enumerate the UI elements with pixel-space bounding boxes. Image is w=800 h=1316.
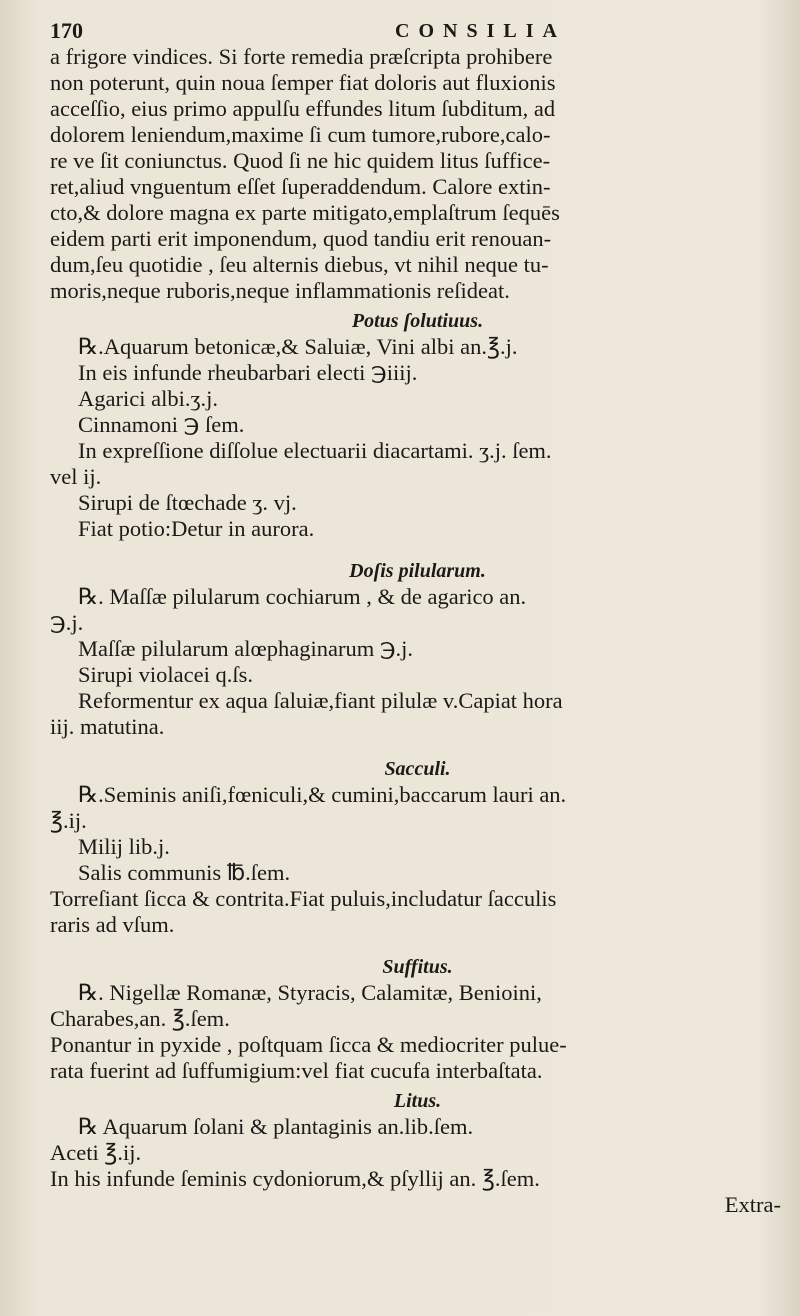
recipe-line: In eis infunde rheubarbari electi ℈iiij.	[78, 360, 418, 385]
recipe-line: Agarici albi.ʒ.j.	[78, 386, 218, 411]
section-heading: Suffitus.	[382, 956, 453, 978]
section-heading: Sacculi.	[384, 758, 451, 780]
text-line: dolorem leniendum,maxime ſi cum tumore,rubore,calo-	[50, 122, 551, 147]
recipe-line: Charabes,an. ℥.ſem.	[50, 1006, 230, 1031]
text-line: moris,neque ruboris,neque inflammationis reſideat.	[50, 278, 510, 303]
recipe-line: In his infunde ſeminis cydoniorum,& pſyllij an. ℥.ſem.	[50, 1166, 540, 1191]
recipe-line: ℥.ij.	[50, 808, 87, 833]
recipe-line: Torreſiant ſicca & contrita.Fiat puluis,includatur ſacculis	[50, 886, 557, 911]
text-line: non poterunt, quin noua ſemper fiat doloris aut fluxionis	[50, 70, 556, 95]
recipe-line: Cinnamoni ℈ ſem.	[78, 412, 245, 437]
text-line: acceſſio, eius primo appulſu effundes litum ſubditum, ad	[50, 96, 556, 121]
recipe-line: ℞ Aquarum ſolani & plantaginis an.lib.ſem.	[78, 1114, 474, 1139]
section-heading: Litus.	[393, 1090, 442, 1112]
section-litus	[50, 1084, 785, 1192]
section-heading: Doſis pilularum.	[349, 560, 486, 582]
recipe-line: raris ad vſum.	[50, 912, 175, 937]
recipe-line: Fiat potio:Detur in aurora.	[78, 516, 315, 541]
running-head: CONSILIA	[395, 20, 566, 42]
page-header	[50, 18, 780, 46]
text-line: ret,aliud vnguentum eſſet ſuperaddendum. Calore extin-	[50, 174, 551, 199]
catchword: Extra-	[724, 1192, 781, 1217]
recipe-line: iij. matutina.	[50, 714, 165, 739]
recipe-line: Sirupi de ſtœchade ʒ. vj.	[78, 490, 297, 515]
recipe-line: In expreſſione diſſolue electuarii diacartami. ʒ.j. ſem.	[78, 438, 552, 463]
recipe-line: ℞.Seminis aniſi,fœniculi,& cumini,baccarum lauri an.	[78, 782, 567, 807]
section-suffitus	[50, 950, 785, 1084]
page-body	[50, 44, 785, 1218]
recipe-line: Salis communis ℔.ſem.	[78, 860, 291, 885]
opening-paragraph	[50, 44, 785, 304]
recipe-line: Sirupi violacei q.ſs.	[78, 662, 253, 687]
section-dosis	[50, 554, 785, 740]
recipe-line: ℞. Maſſæ pilularum cochiarum , & de agarico an.	[78, 584, 527, 609]
text-line: dum,ſeu quotidie , ſeu alternis diebus, vt nihil neque tu-	[50, 252, 549, 277]
recipe-line: ℞. Nigellæ Romanæ, Styracis, Calamitæ, Benioini,	[78, 980, 542, 1005]
text-line: a frigore vindices. Si forte remedia præſcripta prohibere	[50, 44, 553, 69]
page-number: 170	[50, 18, 83, 43]
text-line: cto,& dolore magna ex parte mitigato,emplaſtrum ſequēs	[50, 200, 560, 225]
recipe-line: Milij lib.j.	[78, 834, 170, 859]
recipe-line: Maſſæ pilularum alœphaginarum ℈.j.	[78, 636, 414, 661]
recipe-line: ℞.Aquarum betonicæ,& Saluiæ, Vini albi an.℥.j.	[78, 334, 518, 359]
recipe-line: Ponantur in pyxide , poſtquam ſicca & mediocriter pulue-	[50, 1032, 567, 1057]
recipe-line: rata fuerint ad ſuffumigium:vel fiat cucufa interbaſtata.	[50, 1058, 543, 1083]
section-potus	[50, 304, 785, 542]
recipe-line: vel ij.	[50, 464, 102, 489]
text-line: eidem parti erit imponendum, quod tandiu erit renouan-	[50, 226, 552, 251]
recipe-line: Aceti ℥.ij.	[50, 1140, 142, 1165]
text-line: re ve ſit coniunctus. Quod ſi ne hic quidem litus ſuffice-	[50, 148, 551, 173]
section-sacculi	[50, 752, 785, 938]
recipe-line: Reformentur ex aqua ſaluiæ,fiant pilulæ v.Capiat hora	[78, 688, 563, 713]
recipe-line: ℈.j.	[50, 610, 84, 635]
section-heading: Potus ſolutiuus.	[351, 310, 484, 332]
